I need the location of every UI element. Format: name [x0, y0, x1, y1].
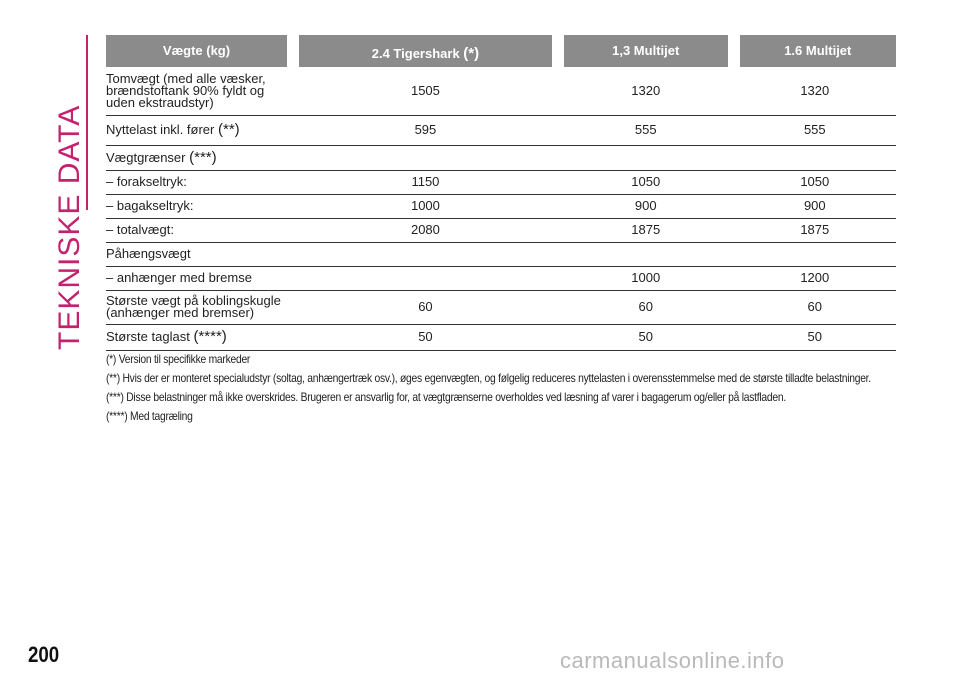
row-label [106, 266, 293, 290]
table-row [106, 324, 896, 350]
row-label-text: – anhænger med bremse [106, 270, 252, 285]
footnote: (**) Hvis der er monteret specialudstyr (soltag, anhængertræk osv.), øges egenvægten, og følgelig reduceres nyttelasten i overensstemmelse med de største tilladte belastninger. [106, 371, 871, 385]
watermark: carmanualsonline.info [560, 648, 785, 673]
row-label-note: (***) [189, 148, 217, 166]
header-tigershark-label: 2.4 Tigershark [371, 46, 460, 61]
row-label [106, 242, 293, 266]
section-accent-bar [86, 35, 88, 210]
row-label-text: – bagakseltryk: [106, 198, 194, 213]
header-13-multijet: 1,3 Multijet [558, 35, 734, 67]
row-value-v1 [293, 266, 558, 290]
table-header-row [106, 35, 896, 67]
row-value-v2 [558, 242, 734, 266]
table-row [106, 242, 896, 266]
header-weights: Vægte (kg) [106, 35, 293, 67]
row-value-v3: 1200 [734, 266, 896, 290]
row-value-v1: 60 [293, 290, 558, 324]
row-label [106, 170, 293, 194]
row-label-text: Tomvægt (med alle væsker, brændstoftank 90% fyldt og uden ekstraudstyr) [106, 70, 266, 110]
row-label [106, 145, 293, 170]
row-label [106, 67, 293, 115]
row-value-v1: 1505 [293, 67, 558, 115]
weights-table [106, 35, 896, 351]
row-label-text: Vægtgrænser [106, 149, 186, 165]
header-16-multijet: 1.6 Multijet [734, 35, 896, 67]
row-value-v1 [293, 242, 558, 266]
row-value-v3: 1320 [734, 67, 896, 115]
row-value-v2: 1875 [558, 218, 734, 242]
row-label [106, 115, 293, 145]
row-value-v3: 50 [734, 324, 896, 350]
row-value-v2: 50 [558, 324, 734, 350]
table-row [106, 266, 896, 290]
footnotes [106, 352, 871, 428]
row-value-v2: 1320 [558, 67, 734, 115]
row-value-v1 [293, 145, 558, 170]
row-value-v1: 2080 [293, 218, 558, 242]
row-label-text: Påhængsvægt [106, 246, 191, 261]
table-row [106, 218, 896, 242]
table-row [106, 115, 896, 145]
row-value-v1: 595 [293, 115, 558, 145]
table-row [106, 170, 896, 194]
table-row [106, 290, 896, 324]
table-row [106, 145, 896, 170]
row-value-v2 [558, 145, 734, 170]
row-value-v3: 1875 [734, 218, 896, 242]
row-label [106, 194, 293, 218]
row-label-note: (****) [193, 328, 227, 345]
row-value-v3: 555 [734, 115, 896, 145]
row-value-v3 [734, 242, 896, 266]
page-number: 200 [28, 642, 60, 667]
row-label [106, 218, 293, 242]
footnote: (*) Version til specifikke markeder [106, 352, 251, 366]
row-value-v2: 900 [558, 194, 734, 218]
footnote: (****) Med tagræling [106, 409, 193, 423]
row-label-text: – totalvægt: [106, 222, 174, 237]
footnote: (***) Disse belastninger må ikke overskrides. Brugeren er ansvarlig for, at vægtgrænserne overholdes ved læsning af varer i bagagerum og/eller på lastfladen. [106, 390, 786, 404]
row-value-v2: 555 [558, 115, 734, 145]
table-body [106, 67, 896, 350]
section-title: TEKNISKE DATA [53, 104, 86, 350]
row-value-v3: 60 [734, 290, 896, 324]
row-value-v2: 1050 [558, 170, 734, 194]
row-label-text: Største vægt på koblingskugle (anhænger med bremser) [106, 293, 281, 320]
row-value-v3: 900 [734, 194, 896, 218]
row-value-v2: 1000 [558, 266, 734, 290]
row-value-v3: 1050 [734, 170, 896, 194]
row-value-v1: 1150 [293, 170, 558, 194]
row-label-text: Største taglast [106, 329, 190, 344]
header-tigershark [293, 35, 558, 67]
row-label [106, 324, 293, 350]
row-label-text: – forakseltryk: [106, 174, 187, 189]
row-label [106, 290, 293, 324]
header-tigershark-note: (*) [463, 45, 480, 62]
row-value-v1: 50 [293, 324, 558, 350]
table-row [106, 67, 896, 115]
row-label-text: Nyttelast inkl. fører [106, 122, 215, 137]
row-value-v2: 60 [558, 290, 734, 324]
row-value-v3 [734, 145, 896, 170]
row-value-v1: 1000 [293, 194, 558, 218]
table-row [106, 194, 896, 218]
row-label-note: (**) [217, 121, 240, 138]
